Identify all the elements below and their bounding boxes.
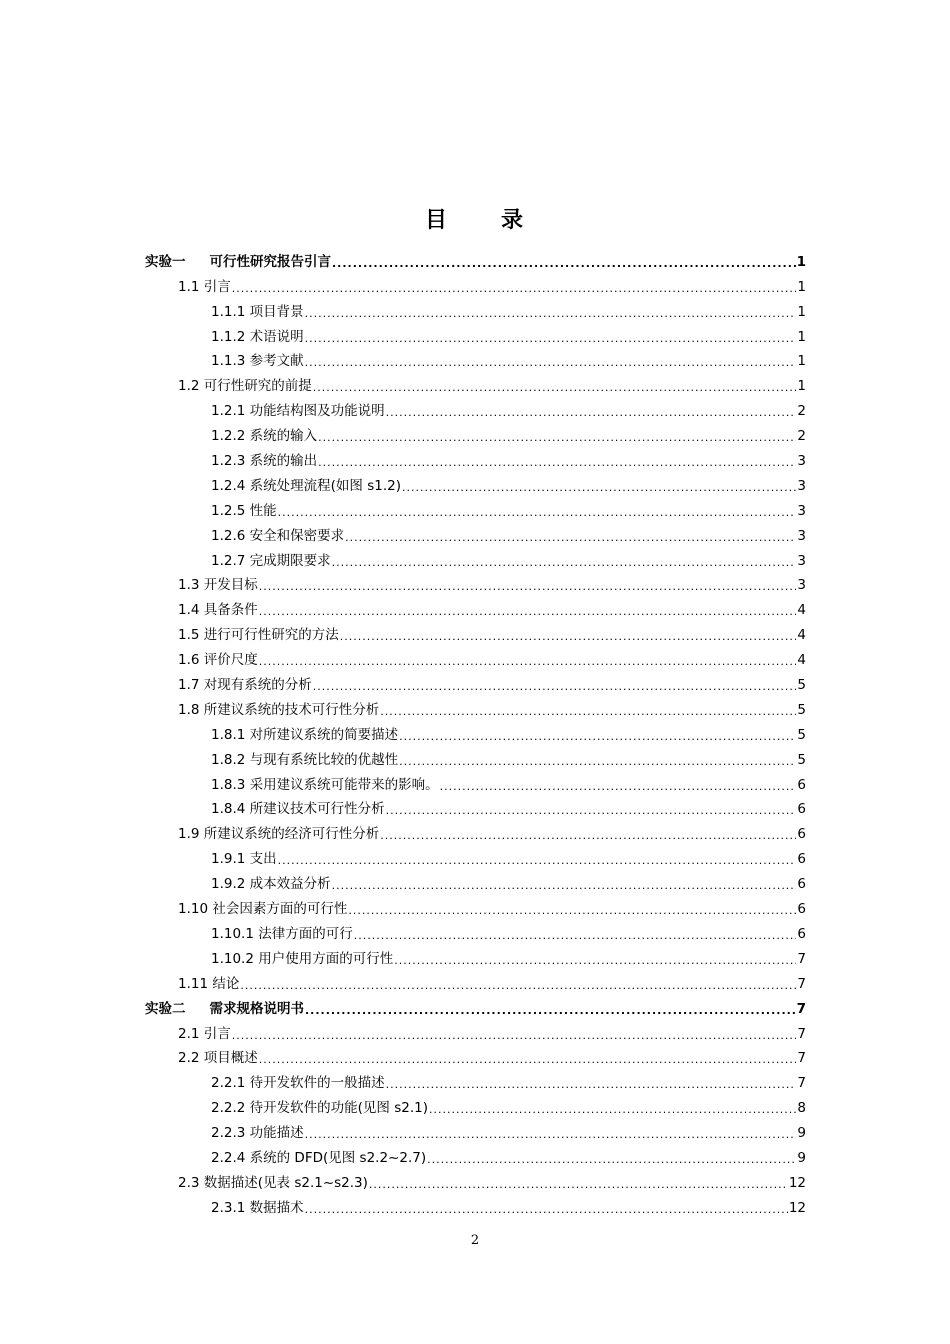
toc-chapter-number: 实验一 — [145, 253, 186, 270]
toc-page-number: 7 — [797, 1025, 806, 1042]
toc-leader-dots — [232, 281, 797, 296]
toc-entry-label: 1.1.3 参考文献 — [211, 353, 304, 370]
toc-entry-label: 1.1.1 项目背景 — [211, 303, 304, 320]
toc-leader-dots — [394, 953, 796, 968]
toc-entry[interactable] — [145, 420, 806, 445]
toc-leader-dots — [399, 754, 796, 769]
toc-title-right: 录 — [501, 207, 526, 233]
toc-entry[interactable] — [145, 1117, 806, 1142]
toc-entry[interactable] — [145, 843, 806, 868]
toc-leader-dots — [348, 903, 796, 918]
toc-page-number: 5 — [797, 726, 806, 743]
toc-entry[interactable] — [145, 445, 806, 470]
toc-leader-dots — [402, 480, 796, 495]
toc-entry-label: 1.2.5 性能 — [211, 502, 277, 519]
toc-entry[interactable] — [145, 1142, 806, 1167]
toc-entry-label: 1.2.6 安全和保密要求 — [211, 527, 345, 544]
toc-page-number: 6 — [797, 826, 806, 843]
toc-leader-dots — [332, 555, 797, 570]
toc-page-number: 5 — [797, 701, 806, 718]
toc-leader-dots — [345, 530, 796, 545]
toc-entry-label: 1.8 所建议系统的技术可行性分析 — [178, 701, 380, 718]
toc-entry-label: 1.1 引言 — [178, 278, 231, 295]
toc-page-number: 1 — [797, 278, 806, 295]
toc-page-number: 7 — [796, 1000, 806, 1017]
toc-page-number: 4 — [797, 652, 806, 669]
toc-entry[interactable] — [145, 1192, 806, 1217]
toc-entry[interactable] — [145, 669, 806, 694]
toc-entry[interactable] — [145, 520, 806, 545]
toc-entry[interactable] — [145, 346, 806, 371]
toc-leader-dots — [429, 1102, 796, 1117]
toc-chapter-title: 可行性研究报告引言 — [209, 253, 331, 270]
toc-entry-label: 2.2.2 待开发软件的功能(见图 s2.1) — [211, 1100, 428, 1117]
toc-entry-label: 1.3 开发目标 — [178, 577, 258, 594]
toc-page-number: 2 — [797, 403, 806, 420]
toc-entry-label: 1.8.3 采用建议系统可能带来的影响。 — [211, 776, 439, 793]
toc-entry[interactable] — [145, 1167, 806, 1192]
toc-leader-dots — [318, 430, 796, 445]
toc-page-number: 6 — [797, 876, 806, 893]
toc-entry-label: 1.5 进行可行性研究的方法 — [178, 627, 339, 644]
toc-entry-label: 1.8.2 与现有系统比较的优越性 — [211, 751, 399, 768]
toc-leader-dots — [332, 878, 797, 893]
toc-page-number: 9 — [797, 1125, 806, 1142]
toc-entry[interactable] — [145, 769, 806, 794]
toc-leader-dots — [318, 455, 796, 470]
toc-leader-dots — [386, 405, 797, 420]
toc-entry-label: 1.2.1 功能结构图及功能说明 — [211, 403, 385, 420]
toc-leader-dots — [305, 331, 797, 346]
toc-entry[interactable] — [145, 296, 806, 321]
toc-entry[interactable] — [145, 918, 806, 943]
toc-entry-label: 1.6 评价尺度 — [178, 652, 258, 669]
toc-leader-dots — [240, 978, 796, 993]
toc-leader-dots — [305, 1202, 788, 1217]
toc-entry[interactable] — [145, 321, 806, 346]
toc-page-number: 4 — [797, 627, 806, 644]
toc-page-number: 7 — [797, 975, 806, 992]
toc-leader-dots — [332, 256, 796, 271]
page-number: 2 — [470, 1233, 480, 1248]
toc-leader-dots — [440, 779, 797, 794]
toc-leader-dots — [369, 1177, 788, 1192]
toc-entry[interactable] — [145, 968, 806, 993]
toc-entry[interactable] — [145, 619, 806, 644]
toc-leader-dots — [259, 604, 797, 619]
toc-entry-label: 1.1.2 术语说明 — [211, 328, 304, 345]
toc-page-number: 1 — [797, 303, 806, 320]
toc-entry-label: 1.4 具备条件 — [178, 602, 258, 619]
toc-leader-dots — [305, 1003, 796, 1018]
toc-page-number: 9 — [797, 1149, 806, 1166]
toc-entry-label: 2.3 数据描述(见表 s2.1~s2.3) — [178, 1174, 368, 1191]
toc-page-number: 6 — [797, 776, 806, 793]
toc-entry[interactable] — [145, 868, 806, 893]
toc-page-number: 2 — [797, 428, 806, 445]
toc-entry-label — [145, 1000, 304, 1018]
toc-entry[interactable] — [145, 943, 806, 968]
toc-title-left: 目 — [424, 207, 449, 233]
toc-entry[interactable] — [145, 1067, 806, 1092]
toc-page-number: 6 — [797, 901, 806, 918]
toc-entry-label: 1.11 结论 — [178, 975, 240, 992]
toc-entry[interactable] — [145, 545, 806, 570]
toc-entry[interactable] — [145, 744, 806, 769]
toc-entry-label: 1.8.4 所建议技术可行性分析 — [211, 801, 385, 818]
toc-entry[interactable] — [145, 694, 806, 719]
toc-entry[interactable] — [145, 470, 806, 495]
toc-chapter-title: 需求规格说明书 — [209, 1000, 304, 1017]
toc-entry-label: 1.7 对现有系统的分析 — [178, 677, 312, 694]
toc-leader-dots — [259, 579, 797, 594]
toc-entry[interactable] — [145, 271, 806, 296]
toc-page-number: 8 — [797, 1100, 806, 1117]
toc-page-number: 3 — [797, 577, 806, 594]
toc-leader-dots — [399, 729, 796, 744]
toc-entry-label: 1.10.2 用户使用方面的可行性 — [211, 950, 394, 967]
toc-entry-label: 1.8.1 对所建议系统的简要描述 — [211, 726, 399, 743]
toc-leader-dots — [340, 629, 797, 644]
toc-leader-dots — [305, 1127, 797, 1142]
toc-leader-dots — [354, 928, 797, 943]
toc-leader-dots — [386, 803, 797, 818]
toc-entry-label: 2.3.1 数据描术 — [211, 1199, 304, 1216]
toc-entry[interactable] — [145, 370, 806, 395]
toc-page-number: 7 — [797, 1050, 806, 1067]
toc-leader-dots — [380, 704, 796, 719]
toc-entry[interactable] — [145, 818, 806, 843]
toc-entry[interactable] — [145, 395, 806, 420]
toc-page-number: 3 — [797, 477, 806, 494]
toc-leader-dots — [305, 355, 797, 370]
toc-leader-dots — [380, 828, 796, 843]
toc-entry-label: 1.2.4 系统处理流程(如图 s1.2) — [211, 477, 401, 494]
toc-entry[interactable] — [145, 993, 806, 1018]
toc-leader-dots — [313, 679, 797, 694]
toc-entry[interactable] — [145, 893, 806, 918]
toc-entry[interactable] — [145, 1092, 806, 1117]
toc-entry-label: 2.1 引言 — [178, 1025, 231, 1042]
toc-entry[interactable] — [145, 495, 806, 520]
toc-entry-label: 1.2.3 系统的输出 — [211, 453, 318, 470]
toc-entry-label: 2.2.4 系统的 DFD(见图 s2.2~2.7) — [211, 1149, 427, 1166]
toc-entry[interactable] — [145, 794, 806, 819]
toc-leader-dots — [259, 1052, 797, 1067]
toc-entry-label: 1.2 可行性研究的前提 — [178, 378, 312, 395]
toc-leader-dots — [259, 654, 797, 669]
toc-page-number: 5 — [797, 751, 806, 768]
toc-leader-dots — [313, 380, 797, 395]
toc-leader-dots — [232, 1028, 797, 1043]
toc-leader-dots — [427, 1152, 796, 1167]
toc-chapter-number: 实验二 — [145, 1000, 186, 1017]
toc-entry[interactable] — [145, 1043, 806, 1068]
toc-title — [0, 203, 950, 234]
toc-entry[interactable] — [145, 1018, 806, 1043]
toc-leader-dots — [278, 853, 797, 868]
toc-entry-label: 1.9 所建议系统的经济可行性分析 — [178, 826, 380, 843]
toc-entry[interactable] — [145, 570, 806, 595]
toc-page-number: 4 — [797, 602, 806, 619]
toc-page-number: 1 — [797, 353, 806, 370]
toc-page-number: 12 — [788, 1199, 806, 1216]
toc-leader-dots — [278, 505, 797, 520]
toc-entry[interactable] — [145, 719, 806, 744]
toc-page-number: 7 — [797, 1075, 806, 1092]
toc-entry[interactable] — [145, 644, 806, 669]
toc-page-number: 1 — [797, 328, 806, 345]
toc-page-number: 3 — [797, 527, 806, 544]
toc-page-number: 6 — [797, 851, 806, 868]
toc-page-number: 6 — [797, 801, 806, 818]
toc-entry-label: 2.2.3 功能描述 — [211, 1125, 304, 1142]
toc-entry-label: 1.9.2 成本效益分析 — [211, 876, 331, 893]
toc-entry-label: 1.9.1 支出 — [211, 851, 277, 868]
toc-leader-dots — [386, 1077, 797, 1092]
toc-entry-label: 1.2.7 完成期限要求 — [211, 552, 331, 569]
toc-entry-label: 1.10.1 法律方面的可行 — [211, 925, 353, 942]
toc-entry[interactable] — [145, 246, 806, 271]
toc-entry-label: 1.10 社会因素方面的可行性 — [178, 901, 348, 918]
toc-entry-label: 1.2.2 系统的输入 — [211, 428, 318, 445]
toc-page-number: 12 — [788, 1174, 806, 1191]
toc-page-number: 3 — [797, 502, 806, 519]
toc-entry-label: 2.2.1 待开发软件的一般描述 — [211, 1075, 385, 1092]
toc-entry[interactable] — [145, 594, 806, 619]
toc-page-number: 1 — [796, 253, 806, 270]
toc-entry-label — [145, 253, 331, 271]
toc-page-number: 7 — [797, 950, 806, 967]
toc-leader-dots — [305, 306, 797, 321]
toc-entry-label: 2.2 项目概述 — [178, 1050, 258, 1067]
toc-page-number: 3 — [797, 453, 806, 470]
toc-page-number: 3 — [797, 552, 806, 569]
toc-page-number: 1 — [797, 378, 806, 395]
toc-page-number: 6 — [797, 925, 806, 942]
toc-page-number: 5 — [797, 677, 806, 694]
table-of-contents — [145, 246, 806, 1217]
